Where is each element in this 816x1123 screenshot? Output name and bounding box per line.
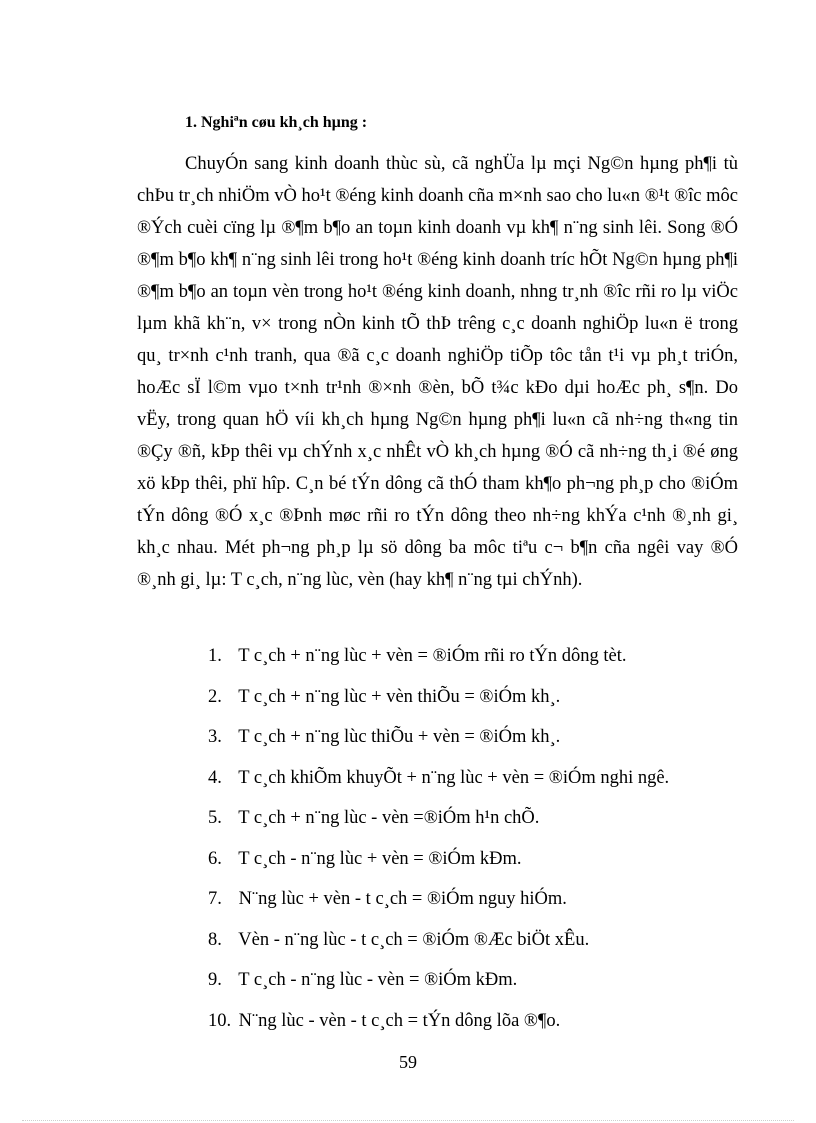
list-item <box>208 924 669 965</box>
list-item-number: 1. <box>208 646 222 666</box>
list-item-text: N¨ng lùc + vèn - t c¸ch = ®iÓm nguy hiÓm. <box>238 889 567 909</box>
list-item-number: 9. <box>208 970 222 990</box>
page-bottom-divider <box>22 1120 794 1121</box>
list-item-number: 6. <box>208 848 222 869</box>
list-item-number: 3. <box>208 727 222 747</box>
list-item-text: T c¸ch - n¨ng lùc + vèn = ®iÓm kÐm. <box>238 848 522 869</box>
list-item-text: T c¸ch + n¨ng lùc - vèn =®iÓm h¹n chÕ. <box>238 808 540 828</box>
list-item-number: 2. <box>208 686 222 707</box>
list-item-text: T c¸ch + n¨ng lùc thiÕu + vèn = ®iÓm kh¸. <box>238 727 561 747</box>
list-item-text: T c¸ch + n¨ng lùc + vèn = ®iÓm rñi ro tÝn dông tèt. <box>238 646 627 666</box>
section-heading: 1. Nghiªn cøu kh¸ch hµng : <box>185 114 368 131</box>
body-paragraph: ChuyÓn sang kinh doanh thùc sù, cã nghÜa lµ mçi Ng©n hµng ph¶i tù chÞu tr¸ch nhiÖm vÒ ho¹t ®éng kinh doanh cña m×nh sao cho lu«n ®¹t ®îc môc ®Ých cuèi cïng lµ ®¶m b¶o an toµn kinh doanh vµ kh¶ n¨ng sinh lêi. Song ®Ó ®¶m b¶o kh¶ n¨ng sinh lêi trong ho¹t ®éng kinh doanh tríc hÕt Ng©n hµng ph¶i ®¶m b¶o an toµn vèn trong ho¹t ®éng kinh doanh, nhng tr¸nh ®îc rñi ro lµ viÖc lµm khã kh¨n, v× trong nÒn kinh tÕ thÞ trêng c¸c doanh nghiÖp lu«n ë trong qu¸ tr×nh c¹nh tranh, qua ®ã c¸c doanh nghiÖp tiÕp tôc tån t¹i vµ ph¸t triÓn, hoÆc sÏ l©m vµo t×nh tr¹nh ®×nh ®èn, bÕ t¾c kÐo dµi hoÆc ph¸ s¶n. Do vËy, trong quan hÖ víi kh¸ch hµng Ng©n hµng ph¶i lu«n cã nh÷ng th«ng tin ®Çy ®ñ, kÞp thêi vµ chÝnh x¸c nhÊt vÒ kh¸ch hµng ®Ó cã nh÷ng th¸i ®é øng xö kÞp thêi, phï hîp. C¸n bé tÝn dông cã thÓ tham kh¶o ph¬ng ph¸p cho ®iÓm tÝn dông ®Ó x¸c ®Þnh møc rñi ro tÝn dông theo nh÷ng khÝa c¹nh ®¸nh gi¸ kh¸c nhau. Mét ph¬ng ph¸p lµ sö dông ba môc tiªu c¬ b¶n cña ngêi vay ®Ó ®¸nh gi¸ lµ: T c¸ch, n¨ng lùc, vèn (hay kh¶ n¨ng tµi chÝnh). <box>137 154 738 590</box>
list-item-number: 10. <box>208 1010 232 1031</box>
evaluation-list <box>208 640 669 1045</box>
list-item-number: 4. <box>208 767 222 788</box>
list-item-text: T c¸ch - n¨ng lùc - vèn = ®iÓm kÐm. <box>238 970 518 990</box>
list-item-text: N¨ng lùc - vèn - t c¸ch = tÝn dông lõa ®¶o. <box>238 1010 561 1031</box>
list-item <box>208 1005 669 1046</box>
list-item-text: T c¸ch khiÕm khuyÕt + n¨ng lùc + vèn = ®iÓm nghi ngê. <box>238 767 670 788</box>
list-item-text: Vèn - n¨ng lùc - t c¸ch = ®iÓm ®Æc biÖt xÊu. <box>238 929 590 950</box>
list-item-number: 5. <box>208 808 222 828</box>
list-item <box>208 802 669 843</box>
list-item <box>208 762 669 803</box>
list-item-number: 8. <box>208 929 222 950</box>
list-item <box>208 640 669 681</box>
list-item <box>208 721 669 762</box>
list-item <box>208 964 669 1005</box>
page-number: 59 <box>399 1052 417 1072</box>
list-item <box>208 883 669 924</box>
list-item <box>208 681 669 722</box>
list-item-number: 7. <box>208 889 222 909</box>
list-item <box>208 843 669 884</box>
list-item-text: T c¸ch + n¨ng lùc + vèn thiÕu = ®iÓm kh¸. <box>238 686 561 707</box>
